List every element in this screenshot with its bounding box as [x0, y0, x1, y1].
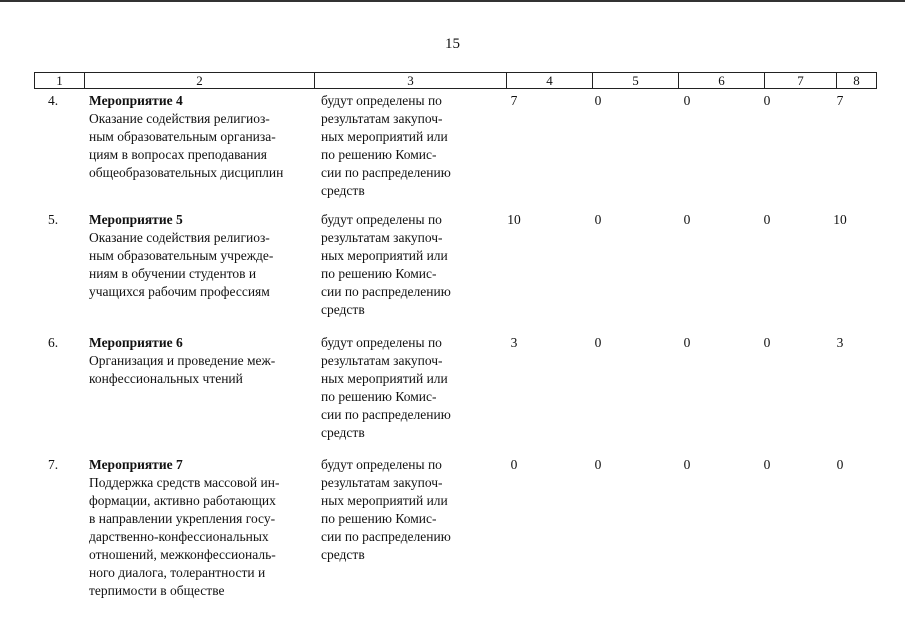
event-title: Мероприятие 5	[89, 212, 183, 227]
event-title: Мероприятие 4	[89, 93, 183, 108]
row-number: 4.	[48, 93, 59, 108]
funding-source: будут определены по результатам закупоч- ных мероприятий или по решению Комис- сии по распределению средств	[321, 212, 451, 317]
funding-source: будут определены по результатам закупоч- ных мероприятий или по решению Комис- сии по распределению средств	[321, 93, 451, 198]
value-col-4: 3	[510, 335, 518, 350]
event-cell	[89, 456, 309, 600]
value-col-4: 7	[510, 93, 518, 108]
value-col-6: 0	[683, 335, 691, 350]
value-col-5: 0	[594, 93, 602, 108]
page-number: 15	[445, 36, 460, 52]
event-description: Оказание содействия религиоз- ным образовательным учрежде- ниям в обучении студентов и учащихся рабочим профессиям	[89, 230, 274, 299]
event-description: Поддержка средств массовой ин- формации, активно работающих в направлении укрепления госу- дарственно-конфессиональных отношений, межконфессиональ- ного диалога, толерантности и терпимости в обществе	[89, 475, 280, 598]
header-col-5: 5	[592, 73, 678, 88]
header-col-6: 6	[678, 73, 764, 88]
event-cell	[89, 334, 309, 388]
header-col-3: 3	[314, 73, 506, 88]
value-col-6: 0	[683, 212, 691, 227]
value-col-6: 0	[683, 93, 691, 108]
header-col-1: 1	[34, 73, 84, 88]
value-col-7: 0	[763, 93, 771, 108]
event-cell	[89, 92, 309, 182]
value-col-8: 10	[833, 212, 847, 227]
value-col-8: 7	[836, 93, 844, 108]
value-col-8: 0	[836, 457, 844, 472]
value-col-5: 0	[594, 212, 602, 227]
funding-source: будут определены по результатам закупоч- ных мероприятий или по решению Комис- сии по распределению средств	[321, 335, 451, 440]
value-col-7: 0	[763, 457, 771, 472]
value-col-6: 0	[683, 457, 691, 472]
value-col-4: 10	[507, 212, 521, 227]
table-header-row	[34, 72, 877, 89]
row-number: 6.	[48, 335, 59, 350]
event-title: Мероприятие 7	[89, 457, 183, 472]
event-description: Оказание содействия религиоз- ным образовательным организа- циям в вопросах преподавания общеобразовательных дисциплин	[89, 111, 284, 180]
value-col-4: 0	[510, 457, 518, 472]
value-col-7: 0	[763, 212, 771, 227]
value-col-5: 0	[594, 457, 602, 472]
row-number: 7.	[48, 457, 59, 472]
event-description: Организация и проведение меж- конфессиональных чтений	[89, 353, 276, 386]
row-number: 5.	[48, 212, 59, 227]
event-title: Мероприятие 6	[89, 335, 183, 350]
value-col-7: 0	[763, 335, 771, 350]
header-col-7: 7	[764, 73, 836, 88]
value-col-5: 0	[594, 335, 602, 350]
page-top-border	[0, 0, 905, 2]
header-col-2: 2	[84, 73, 314, 88]
event-cell	[89, 211, 309, 301]
value-col-8: 3	[836, 335, 844, 350]
header-col-4: 4	[506, 73, 592, 88]
header-col-8: 8	[836, 73, 877, 88]
funding-source: будут определены по результатам закупоч- ных мероприятий или по решению Комис- сии по распределению средств	[321, 457, 451, 562]
